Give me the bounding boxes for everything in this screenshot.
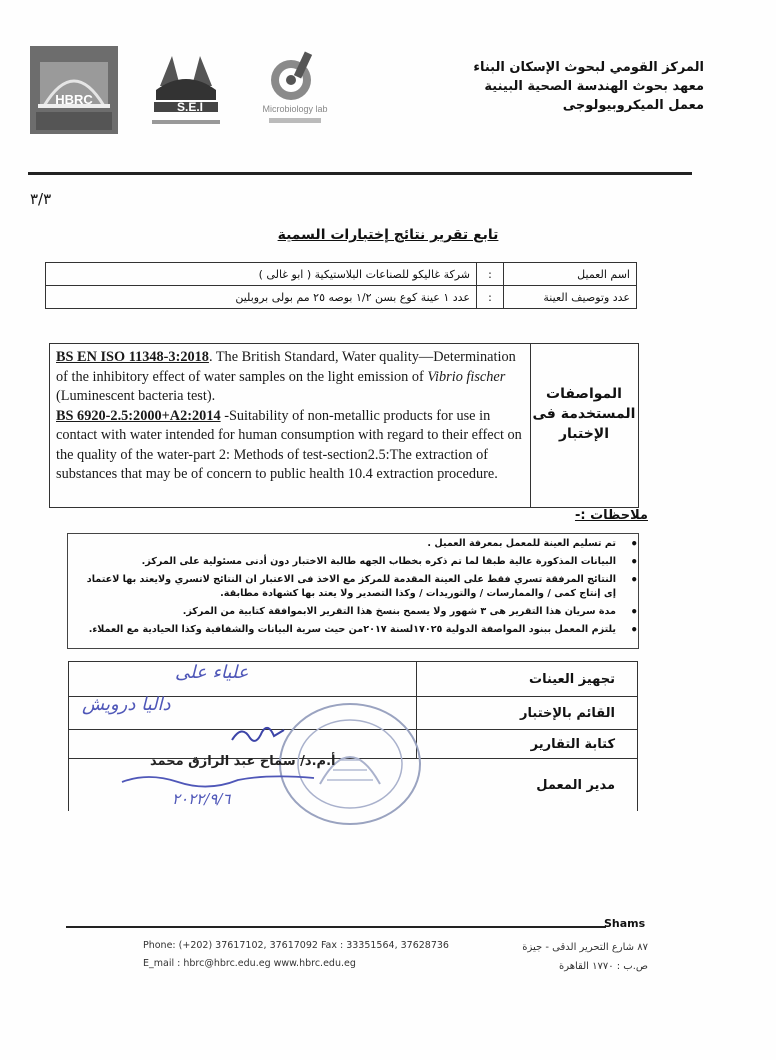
sample-description-value: عدد ١ عينة كوع بسن ١/٢ بوصه ٢٥ مم بولى بروبلين (46, 286, 477, 309)
notes-title: ملاحظات :- (574, 508, 648, 523)
microbiology-lab-logo (255, 46, 335, 134)
notes-box (67, 533, 639, 649)
header-divider (28, 172, 692, 175)
sample-row (46, 286, 637, 309)
signature-role: القائم بالإختبار (417, 697, 638, 730)
signature-role: كتابة التقارير (417, 730, 638, 759)
svg-text:S.E.I: S.E.I (176, 100, 204, 114)
note-item: • يلتزم المعمل ببنود المواصفة الدولية ١٧٠٢٥لسنة ٢٠١٧من حيث سرية البيانات والشفافية وكذا الحيادية مع العملاء. (82, 623, 638, 637)
client-row (46, 263, 637, 286)
handwritten-initials (228, 722, 288, 752)
client-info-table (45, 262, 637, 309)
note-item: • البيانات المذكورة عالية طبقا لما تم ذكره بخطاب الجهه طالبة الاختبار دون أدنى مسئولية على المركز. (82, 555, 638, 569)
standard-description-1a: . The British Standard, Water quality—Determination of the inhibitory effect of water samples on the light emission of (56, 349, 516, 385)
signature-role: مدير المعمل (417, 759, 638, 812)
note-item: • مدة سريان هذا التقرير هى ٣ شهور ولا يسمح بنسخ هذا التقرير الابموافقة كتابية من المركز. (82, 605, 638, 619)
lab-manager-name: أ.م.د/ سماح عبد الرازق محمد (150, 754, 336, 769)
standard-organism: Vibrio fischer (427, 368, 506, 385)
standard-description-1b: (Luminescent bacteria test). (56, 388, 216, 404)
client-name-value: شركة غاليكو للصناعات البلاستيكية ( ابو غالى ) (46, 263, 477, 286)
note-item: • النتائج المرفقة تسري فقط على العينة المقدمة للمركز مع الاخذ فى الاعتبار ان النتائج لاتسري ولايعتد بها لاعتماد إى إنتاج كمى / والممارسات / والتوريدات / وكذا التصدير ولا يعتد بها كشهادة مطابقة. (82, 573, 638, 601)
standards-box (49, 343, 639, 508)
svg-text:Microbiology lab: Microbiology lab (262, 104, 328, 114)
header-institution-lines (473, 58, 704, 115)
colon: : (477, 286, 504, 309)
standard-code-1: BS EN ISO 11348-3:2018 (56, 349, 209, 365)
sei-logo (150, 50, 222, 136)
standard-description-2: -Suitability of non-metallic products for use in contact with water intended for human consumption with regard to their effect on the quality of the water-part 2: Methods of test-section2.5:The extraction of substances that may be of concern to public health 10.4 extraction procedure. (56, 407, 522, 482)
footer-email: E_mail : hbrc@hbrc.edu.eg www.hbrc.edu.eg (143, 958, 356, 969)
svg-text:HBRC: HBRC (55, 92, 93, 107)
footer-street: ٨٧ شارع التحرير الدقى - جيزة (522, 942, 648, 953)
header-line-3: معمل الميكروبيولوجى (562, 98, 704, 113)
footer-contact (143, 937, 449, 973)
note-item: • تم تسليم العينة للمعمل بمعرفة العميل . (82, 537, 638, 551)
header-line-2: معهد بحوث الهندسة الصحية البينية (484, 79, 704, 94)
report-title: تابع تقرير نتائج إختبارات السمية (277, 227, 499, 243)
footer-divider (66, 926, 606, 928)
standards-label: المواصفات المستخدمة فى الإختبار (532, 386, 636, 442)
standard-code-2: BS 6920-2.5:2000+A2:2014 (56, 407, 221, 424)
standards-text (56, 348, 528, 485)
handwritten-date: ٢٠٢٢/٩/٦ (172, 790, 231, 808)
standards-divider (530, 344, 531, 507)
client-name-label: اسم العميل (504, 263, 637, 286)
hbrc-logo (30, 46, 118, 138)
handwritten-name-2: داليا درويش (82, 694, 171, 715)
header-line-1: المركز القومي لبحوث الإسكان البناء (473, 60, 704, 75)
footer-address (522, 938, 648, 976)
handwritten-name-1: علياء على (175, 662, 249, 683)
page-number: ٣/٣ (30, 190, 52, 208)
signature-row (69, 662, 638, 697)
signature-role: تجهيز العينات (417, 662, 638, 697)
sample-description-label: عدد وتوصيف العينة (504, 286, 637, 309)
footer-phone: Phone: (+202) 37617102, 37617092 Fax : 33351564, 37628736 (143, 940, 449, 951)
footer-signature: Shams (604, 917, 646, 930)
notes-list (82, 537, 638, 641)
footer-pobox: ص.ب : ١٧٧٠ القاهرة (558, 961, 648, 972)
colon: : (477, 263, 504, 286)
